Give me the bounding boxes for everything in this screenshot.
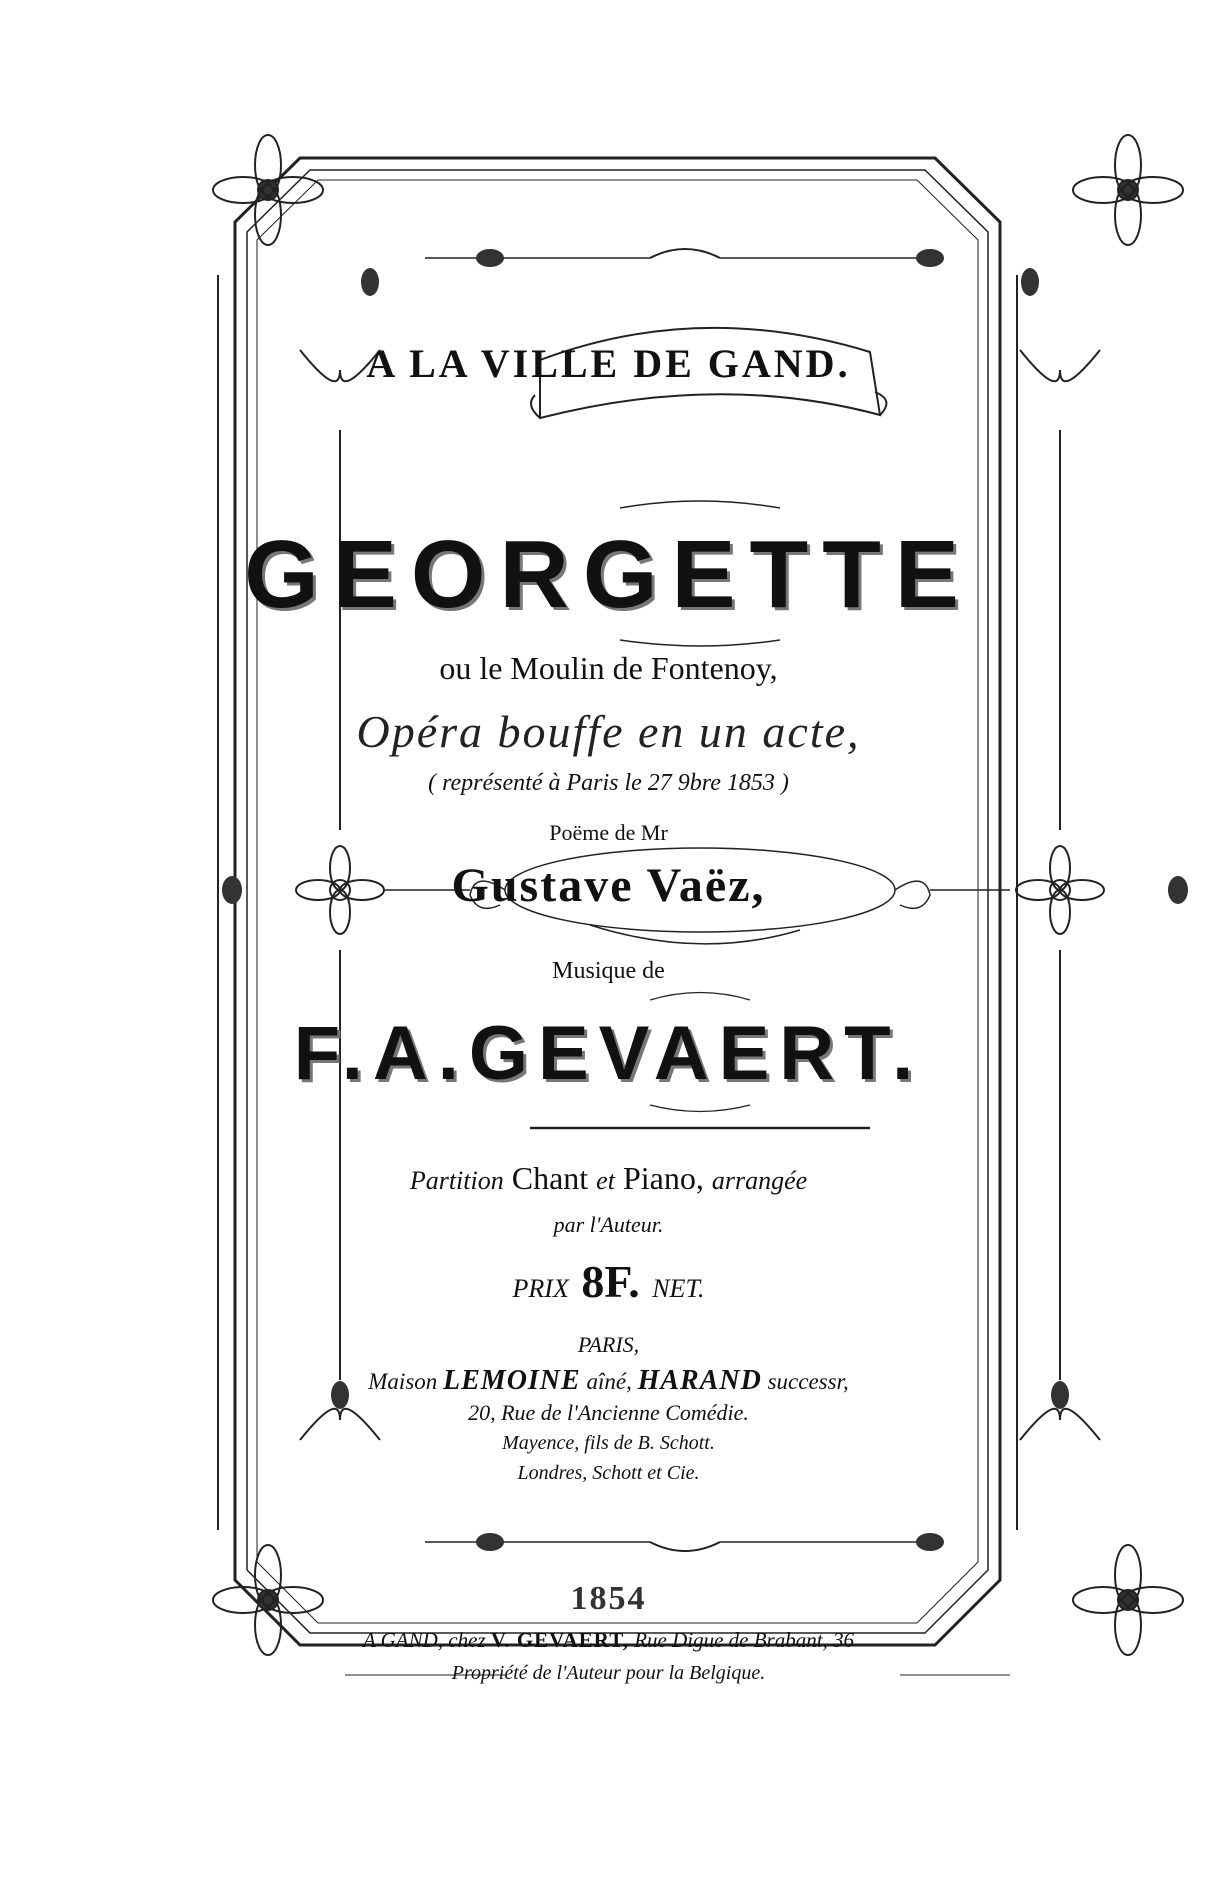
edition-part5: arrangée [711, 1166, 808, 1195]
publisher-house [0, 1365, 1217, 1397]
publication-year: 1854 [570, 1580, 647, 1617]
publisher-mainz: Mayence, fils de B. Schott. [502, 1432, 715, 1454]
ghent-name: V. GEVAERT, [490, 1628, 629, 1652]
publisher-house-mid: aîné, [586, 1369, 632, 1394]
publisher-house-suffix: successr, [767, 1369, 849, 1394]
page-title: GEORGETTE [244, 521, 973, 628]
librettist: Gustave Vaëz, [451, 859, 766, 912]
publisher-city: PARIS, [577, 1332, 640, 1357]
composer-swash [650, 1105, 750, 1112]
bead-ornament [476, 1533, 504, 1551]
banner-left-curl [531, 395, 540, 418]
dedication: A LA VILLE DE GAND. [366, 341, 851, 386]
music-label: Musique de [552, 958, 665, 984]
title-top-flourish [620, 501, 780, 508]
bead-ornament [476, 249, 504, 267]
edition-line [0, 1160, 1217, 1197]
ghent-prefix: A GAND, chez [362, 1628, 486, 1652]
publisher-name-2: HARAND [637, 1365, 762, 1396]
publisher-london: Londres, Schott et Cie. [517, 1462, 700, 1484]
top-flourish [650, 249, 720, 258]
rights-notice: Propriété de l'Auteur pour la Belgique. [451, 1662, 766, 1684]
bead-ornament [916, 249, 944, 267]
composer: F.A.GEVAERT. [293, 1011, 924, 1096]
bead-ornament [361, 268, 379, 296]
music-swash [650, 993, 750, 1001]
publisher-address: 20, Rue de l'Ancienne Comédie. [468, 1400, 749, 1425]
bottom-flourish [650, 1542, 720, 1551]
bead-ornament [1021, 268, 1039, 296]
price-line [0, 1255, 1217, 1308]
bead-ornament [916, 1533, 944, 1551]
edition-part3: et [596, 1166, 615, 1195]
edition-part4: Piano, [622, 1160, 704, 1196]
publisher-house-prefix: Maison [368, 1369, 438, 1394]
title-bottom-flourish [620, 640, 780, 646]
edition-part1: Partition [409, 1166, 504, 1195]
ghent-suffix: Rue Digue de Brabant, 36 [634, 1628, 855, 1652]
price-suffix: NET. [652, 1274, 705, 1303]
poem-label: Poëme de Mr [549, 820, 668, 845]
premiere-date: ( représenté à Paris le 27 9bre 1853 ) [428, 770, 789, 796]
arranger-note: par l'Auteur. [553, 1212, 664, 1237]
subtitle: ou le Moulin de Fontenoy, [439, 650, 778, 686]
ghent-publisher [0, 1628, 1217, 1653]
genre: Opéra bouffe en un acte, [356, 706, 861, 757]
librettist-swash [590, 925, 800, 944]
price-amount: 8F. [581, 1256, 640, 1307]
edition-part2: Chant [511, 1160, 589, 1196]
price-prefix: PRIX [512, 1274, 569, 1303]
publisher-name-1: LEMOINE [443, 1365, 581, 1396]
rosette-top-right [1073, 135, 1183, 245]
